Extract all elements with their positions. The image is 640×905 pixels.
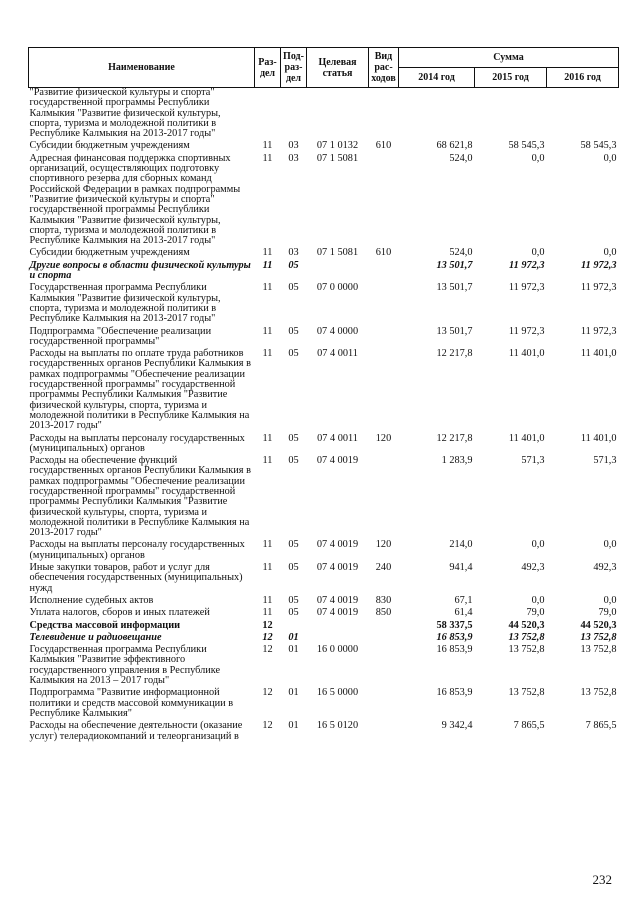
budget-document	[28, 47, 618, 744]
row-podrazdel: 05	[288, 455, 299, 467]
row-vid	[369, 456, 399, 540]
row-razdel: 11	[262, 539, 273, 551]
table-row	[29, 88, 619, 142]
row-vid	[369, 688, 399, 721]
row-razdel: 11	[262, 455, 273, 467]
row-sum-2016: 11 401,0	[580, 432, 617, 444]
row-sum-2014: 16 853,9	[436, 687, 473, 699]
table-row	[29, 283, 619, 326]
table-row	[29, 645, 619, 688]
row-sum-2016: 58 545,3	[580, 140, 617, 152]
row-sum-2014: 941,4	[449, 562, 473, 574]
row-sum-2016: 571,3	[593, 455, 617, 467]
row-razdel: 11	[262, 152, 273, 164]
row-name: Расходы на обеспечение функций государственных органов Республики Калмыкия в рамках подпрограммы "Обеспечение реализации государственной программы" государственной программы Республики Калмыкия "Развитие физической культуры, спорта, туризма и молодежной политики в Республике Калмыкия на 2013-2017 годы"	[29, 455, 251, 539]
row-sum-2015: 0,0	[531, 152, 545, 164]
row-podrazdel: 05	[288, 594, 299, 606]
row-vid: 120	[375, 432, 392, 444]
row-sum-2016: 13 752,8	[580, 644, 617, 656]
row-sum-2016: 11 972,3	[581, 259, 617, 271]
table-row	[29, 563, 619, 596]
row-sum-2015: 11 972,3	[509, 259, 545, 271]
row-sum-2015: 571,3	[521, 455, 545, 467]
row-article: 07 0 0000	[316, 282, 359, 294]
row-podrazdel: 05	[288, 539, 299, 551]
row-name: Адресная финансовая поддержка спортивных организаций, осуществляющих подготовку спортивного резерва для сборных команд Российской Федерации в рамках подпрограммы "Развитие физической культуры и спорта" государственной программы Республики Калмыкия "Развитие физической культуры, спорта, туризма и молодежной политики в Республике Калмыкия на 2013-2017 годы"	[29, 152, 241, 247]
row-razdel: 11	[262, 325, 273, 337]
row-sum-2016: 11 401,0	[580, 348, 617, 360]
row-vid: 240	[375, 562, 392, 574]
row-sum-2016: 492,3	[593, 562, 617, 574]
row-sum-2014: 1 283,9	[441, 455, 473, 467]
table-row	[29, 327, 619, 350]
row-name: Субсидии бюджетным учреждениям	[29, 140, 190, 152]
row-podrazdel: 03	[288, 140, 299, 152]
row-name: Подпрограмма "Развитие информационной политики и средств массовой коммуникации в Республике Калмыкия"	[29, 687, 234, 719]
row-sum-2014	[399, 88, 475, 142]
header-razdel-text: Раз- дел	[258, 56, 277, 79]
row-vid	[369, 283, 399, 326]
row-vid: 830	[375, 594, 392, 606]
row-razdel: 11	[262, 432, 273, 444]
row-sum-2015: 44 520,3	[508, 619, 545, 631]
row-sum-2014: 16 853,9	[436, 631, 473, 643]
row-podrazdel: 05	[288, 562, 299, 574]
page-number: 232	[592, 872, 612, 887]
row-razdel: 11	[262, 282, 273, 294]
row-sum-2015: 13 752,8	[508, 631, 545, 643]
row-sum-2015: 11 972,3	[508, 325, 545, 337]
row-sum-2014: 13 501,7	[436, 325, 473, 337]
row-vid	[369, 261, 399, 284]
table-row	[29, 141, 619, 153]
row-name: Государственная программа Республики Калмыкия "Развитие физической культуры, спорта, туризма и молодежной политики в Республике Калмыкия на 2013-2017 годы"	[29, 282, 221, 325]
row-podrazdel: 05	[288, 432, 299, 444]
row-vid: 610	[375, 247, 392, 259]
row-sum-2016: 0,0	[603, 247, 617, 259]
row-article: 07 4 0019	[316, 562, 359, 574]
row-podrazdel: 05	[288, 325, 299, 337]
row-name: Подпрограмма "Обеспечение реализации государственной программы"	[29, 325, 212, 347]
row-sum-2014: 9 342,4	[441, 720, 473, 732]
header-article	[307, 48, 369, 88]
row-sum-2014: 12 217,8	[436, 348, 473, 360]
row-podrazdel: 03	[288, 247, 299, 259]
row-name: Исполнение судебных актов	[29, 594, 154, 606]
row-sum-2014: 524,0	[449, 152, 473, 164]
table-row	[29, 456, 619, 540]
header-podrazdel-text: Под- раз- дел	[283, 51, 304, 84]
table-row	[29, 349, 619, 433]
row-vid	[369, 154, 399, 249]
row-razdel: 11	[262, 259, 273, 271]
row-razdel: 11	[262, 348, 273, 360]
table-row	[29, 434, 619, 457]
row-sum-2016: 0,0	[603, 594, 617, 606]
row-podrazdel: 01	[288, 644, 299, 656]
row-sum-2015: 0,0	[531, 594, 545, 606]
row-podrazdel: 05	[288, 259, 299, 271]
row-sum-2016	[547, 88, 619, 142]
row-podrazdel: 01	[288, 687, 299, 699]
row-article: 07 4 0019	[316, 539, 359, 551]
row-podrazdel: 01	[288, 720, 299, 732]
row-sum-2014: 61,4	[454, 607, 473, 619]
row-name: Расходы на обеспечение деятельности (оказание услуг) телерадиокомпаний и телеорганизаций в	[29, 720, 243, 742]
row-sum-2015: 13 752,8	[508, 644, 545, 656]
row-name: Другие вопросы в области физической культуры и спорта	[29, 259, 251, 282]
header-2016: 2016 год	[547, 68, 619, 88]
row-article: 07 1 5081	[316, 247, 359, 259]
row-razdel: 11	[262, 607, 273, 619]
row-vid	[369, 633, 399, 645]
row-sum-2015: 13 752,8	[508, 687, 545, 699]
row-vid	[369, 88, 399, 142]
row-sum-2016: 13 752,8	[580, 631, 617, 643]
row-vid	[369, 645, 399, 688]
row-vid	[369, 349, 399, 433]
row-article: 07 1 5081	[316, 152, 359, 164]
row-article: 16 5 0120	[316, 720, 359, 732]
table-row	[29, 248, 619, 260]
row-sum-2015: 7 865,5	[513, 720, 545, 732]
row-razdel: 11	[262, 140, 273, 152]
budget-table	[28, 47, 619, 744]
header-razdel	[255, 48, 281, 88]
row-sum-2016: 13 752,8	[580, 687, 617, 699]
row-sum-2016: 0,0	[603, 152, 617, 164]
row-razdel	[255, 88, 281, 142]
row-article: 07 1 0132	[316, 140, 359, 152]
row-sum-2015: 0,0	[531, 247, 545, 259]
table-row	[29, 688, 619, 721]
row-sum-2015	[475, 88, 547, 142]
header-article-text: Целевая статья	[318, 56, 357, 79]
table-header	[29, 48, 619, 88]
header-2015: 2015 год	[475, 68, 547, 88]
row-sum-2014: 12 217,8	[436, 432, 473, 444]
row-article: 07 4 0019	[316, 455, 359, 467]
row-sum-2014: 16 853,9	[436, 644, 473, 656]
row-sum-2016: 79,0	[598, 607, 617, 619]
row-name: Средства массовой информации	[29, 619, 181, 631]
row-sum-2014: 68 621,8	[436, 140, 473, 152]
row-name: Расходы на выплаты по оплате труда работников государственных органов Республики Калмыкия в рамках подпрограммы "Обеспечение реализации государственной программы" государственной программы Республики Калмыкия "Развитие физической культуры, спорта, туризма и молодежной политики в Республике Калмыкия на 2013-2017 годы"	[29, 348, 251, 432]
row-sum-2014: 67,1	[454, 594, 473, 606]
row-sum-2015: 58 545,3	[508, 140, 545, 152]
row-sum-2016: 44 520,3	[580, 619, 617, 631]
row-sum-2014: 214,0	[449, 539, 473, 551]
header-vid-text: Вид рас- ходов	[371, 51, 396, 84]
header-2014: 2014 год	[399, 68, 475, 88]
table-row	[29, 721, 619, 744]
row-sum-2015: 492,3	[521, 562, 545, 574]
row-sum-2016: 11 972,3	[580, 282, 617, 294]
row-article: 07 4 0011	[317, 432, 358, 444]
row-razdel: 11	[262, 594, 273, 606]
row-sum-2016: 0,0	[603, 539, 617, 551]
table-row	[29, 540, 619, 563]
table-row	[29, 621, 619, 633]
row-razdel: 12	[262, 644, 273, 656]
header-summa: Сумма	[399, 48, 619, 68]
row-vid	[369, 327, 399, 350]
row-podrazdel: 05	[288, 348, 299, 360]
row-vid: 610	[375, 140, 392, 152]
row-article: 07 4 0019	[316, 607, 359, 619]
table-row	[29, 608, 619, 620]
row-name: Субсидии бюджетным учреждениям	[29, 247, 190, 259]
row-sum-2014: 524,0	[449, 247, 473, 259]
row-article: 16 0 0000	[316, 644, 359, 656]
table-row	[29, 154, 619, 249]
row-sum-2015: 11 401,0	[508, 348, 545, 360]
row-vid: 850	[375, 607, 392, 619]
row-razdel: 12	[262, 720, 273, 732]
row-article	[307, 88, 369, 142]
row-name: "Развитие физической культуры и спорта" государственной программы Республики Калмыкия "Развитие физической культуры, спорта, туризма и молодежной политики в Республике Калмыкия на 2013-2017 годы"	[29, 87, 221, 140]
row-sum-2014: 13 501,7	[436, 259, 473, 271]
row-vid	[369, 721, 399, 744]
row-razdel: 11	[262, 562, 273, 574]
row-razdel: 12	[262, 619, 273, 631]
row-sum-2014: 58 337,5	[436, 619, 473, 631]
row-razdel: 11	[262, 247, 273, 259]
header-vid	[369, 48, 399, 88]
row-podrazdel	[281, 88, 307, 142]
row-podrazdel: 01	[288, 631, 299, 643]
row-sum-2015: 11 972,3	[508, 282, 545, 294]
row-podrazdel: 05	[288, 607, 299, 619]
row-article	[307, 621, 369, 633]
row-article: 16 5 0000	[316, 687, 359, 699]
row-article: 07 4 0019	[316, 594, 359, 606]
row-podrazdel: 03	[288, 152, 299, 164]
row-article	[307, 261, 369, 284]
row-name: Государственная программа Республики Калмыкия "Развитие эффективного государственного управления в Республике Калмыкия на 2013 – 2017 годы"	[29, 644, 221, 687]
row-name: Расходы на выплаты персоналу государственных (муниципальных) органов	[29, 539, 245, 561]
row-razdel: 12	[262, 631, 273, 643]
row-sum-2015: 11 401,0	[508, 432, 545, 444]
row-article: 07 4 0011	[317, 348, 358, 360]
row-sum-2016: 7 865,5	[585, 720, 617, 732]
row-vid	[369, 621, 399, 633]
row-sum-2015: 79,0	[526, 607, 545, 619]
row-sum-2014: 13 501,7	[436, 282, 473, 294]
row-name: Расходы на выплаты персоналу государственных (муниципальных) органов	[29, 432, 245, 454]
row-name: Телевидение и радиовещание	[29, 631, 162, 643]
row-name: Уплата налогов, сборов и иных платежей	[29, 607, 210, 619]
table-row	[29, 261, 619, 284]
row-sum-2015: 0,0	[531, 539, 545, 551]
header-podrazdel	[281, 48, 307, 88]
row-podrazdel	[281, 621, 307, 633]
table-body	[29, 88, 619, 744]
header-name: Наименование	[29, 48, 255, 88]
row-name: Иные закупки товаров, работ и услуг для обеспечения государственных (муниципальных) нужд	[29, 562, 243, 594]
row-razdel: 12	[262, 687, 273, 699]
row-vid: 120	[375, 539, 392, 551]
row-sum-2016: 11 972,3	[580, 325, 617, 337]
row-podrazdel: 05	[288, 282, 299, 294]
row-article: 07 4 0000	[316, 325, 359, 337]
